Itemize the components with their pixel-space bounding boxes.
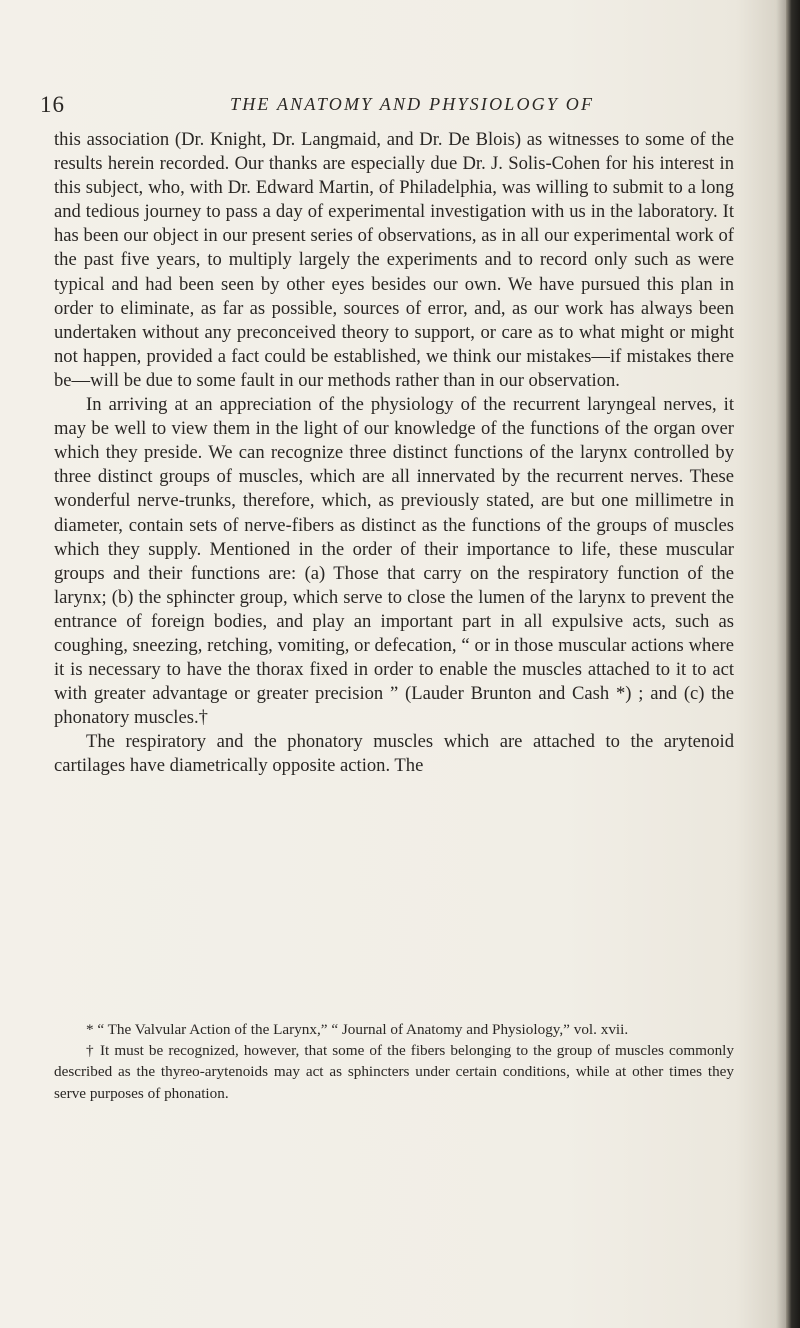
- footnote: * “ The Valvular Action of the Larynx,” “ Journal of Anatomy and Physiology,” vol. xvii.: [86, 1021, 629, 1038]
- paragraph: this association (Dr. Knight, Dr. Langmaid, and Dr. De Blois) as witnesses to some of the results herein recorded. Our thanks are especially due Dr. J. Solis-Cohen for his interest in this subject, who, with Dr. Edward Martin, of Philadelphia, was willing to submit to a long and tedious journey to pass a day of experimental investigation with us in the laboratory. It has been our object in our present series of observations, as in all our experimental work of the past five years, to multiply largely the experiments and to record only such as were typical and had been seen by other eyes besides our own. We have pursued this plan in order to eliminate, as far as possible, sources of error, and, as our work has always been undertaken without any preconceived theory to support, or care as to what might or might not happen, provided a fact could be established, we think our mistakes—if mistakes there be—will be due to some fault in our methods rather than in our observation.: [54, 129, 734, 391]
- paragraph: The respiratory and the phonatory muscles which are attached to the arytenoid cartilages have diametrically opposite action. The: [54, 731, 734, 777]
- running-head: THE ANATOMY AND PHYSIOLOGY OF: [230, 94, 595, 114]
- footnotes: [54, 1019, 734, 1104]
- book-spine-edge: [786, 0, 800, 1328]
- body-text: [54, 128, 734, 779]
- page-number: 16: [40, 92, 65, 117]
- page-header: [40, 92, 760, 122]
- paragraph: In arriving at an appreciation of the physiology of the recurrent laryngeal nerves, it may be well to view them in the light of our knowledge of the functions of the organ over which they preside. We can recognize three distinct functions of the larynx controlled by three distinct groups of muscles, which are all innervated by the recurrent nerves. These wonderful nerve-trunks, therefore, which, as previously stated, are but one millimetre in diameter, contain sets of nerve-fibers as distinct as the functions of the groups of muscles which they supply. Mentioned in the order of their importance to life, these muscular groups and their functions are: (a) Those that carry on the respiratory function of the larynx; (b) the sphincter group, which serve to close the lumen of the larynx to prevent the entrance of foreign bodies, and play an important part in all expulsive acts, such as coughing, sneezing, retching, vomiting, or defecation, “ or in those muscular actions where it is necessary to have the thorax fixed in order to enable the muscles attached to it to act with greater advantage or greater precision ” (Lauder Brunton and Cash *) ; and (c) the phonatory muscles.†: [54, 394, 734, 729]
- page-gutter-shadow: [776, 0, 786, 1328]
- footnote: † It must be recognized, however, that some of the fibers belonging to the group of muscles commonly described as the thyreo-arytenoids may act as sphincters under certain conditions, while at other times they serve purposes of phonation.: [54, 1042, 734, 1102]
